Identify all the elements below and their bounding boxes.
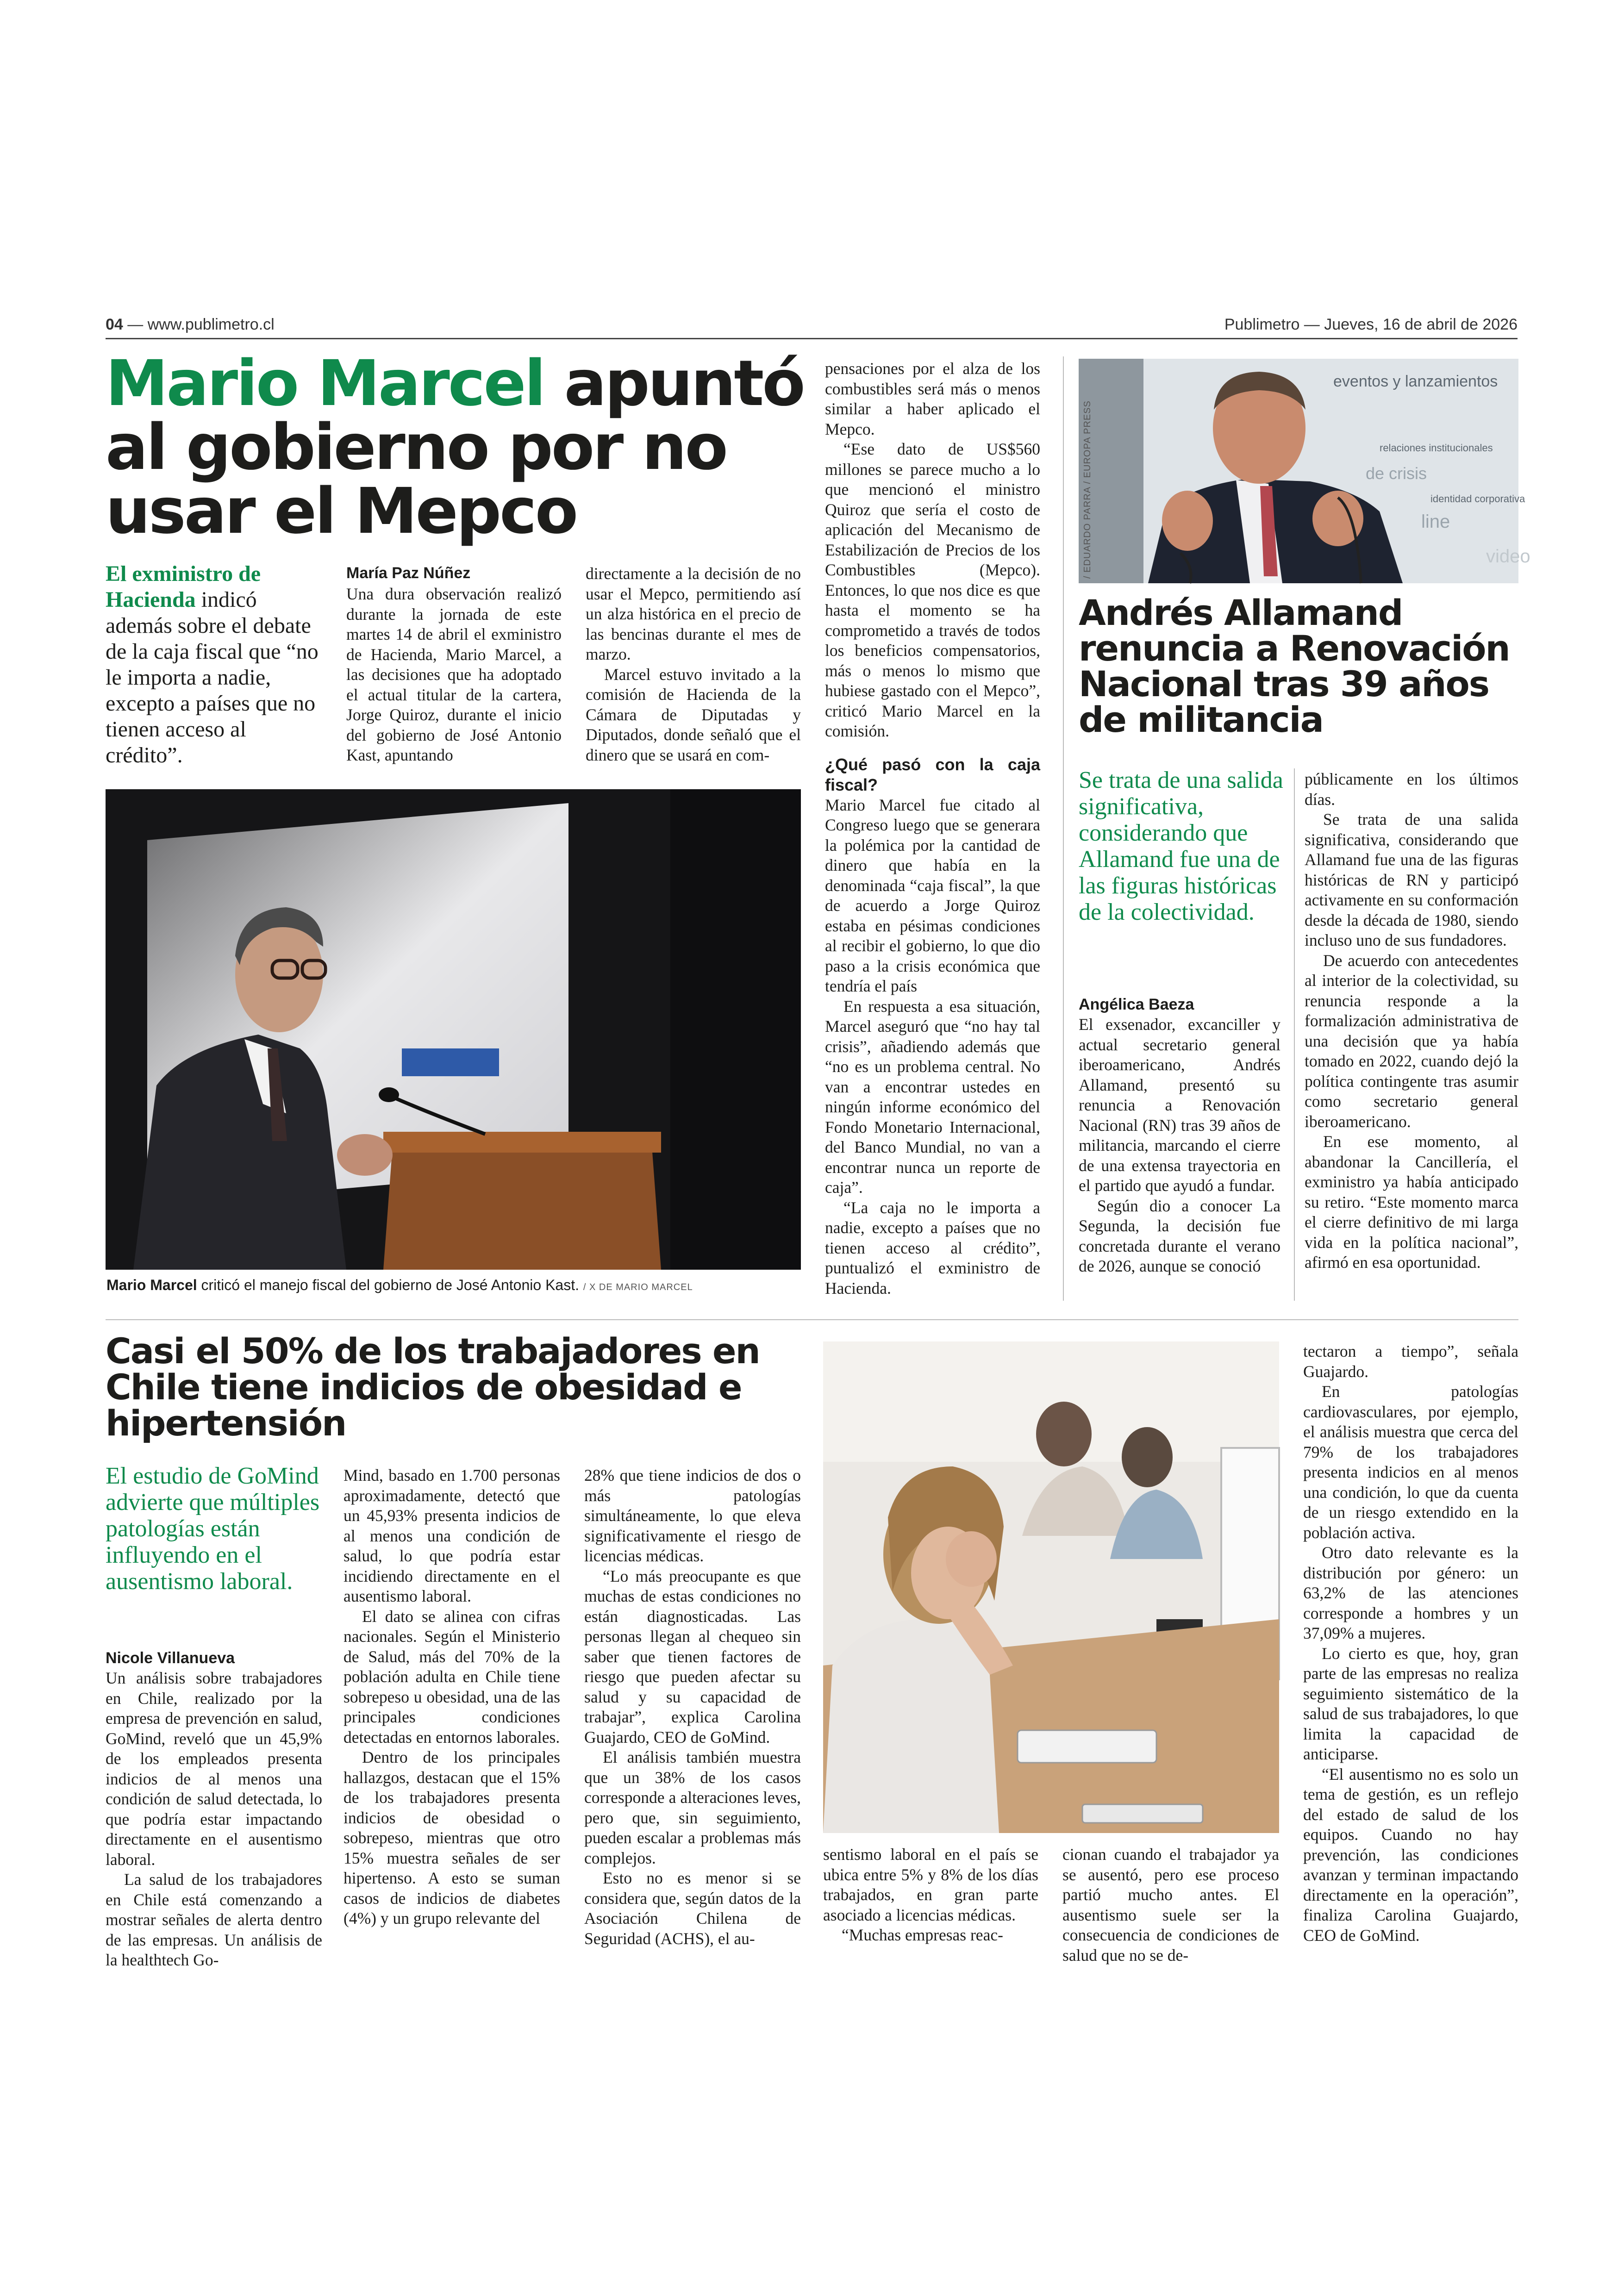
paragraph: De acuerdo con antecedentes al interior de la colectividad, su renuncia responde a la formalización administrativa de una decisión que ya había tomado en 2022, cuando dejó la política contingente tras asumir como secretario general iberoamericano. [1305,951,1518,1131]
bg-text: video [1486,546,1530,567]
allamand-photo-credit: / EDUARDO PARRA / EUROPA PRESS [1082,400,1093,579]
side-byline: Angélica Baeza [1079,996,1194,1013]
paragraph: Un análisis sobre trabajadores en Chile, realizado por la empresa de prevención en salud, GoMind, reveló que un 45,9% de los empleados presenta indicios de al menos una condición de salud detectada, lo que podría estar impactando directamente en el ausentismo laboral. [106,1669,322,1869]
paragraph: El análisis también muestra que un 38% de los casos corresponde a alteraciones leves, pero que, sin seguimiento, pueden escalar a problemas más complejos. [584,1748,801,1867]
bottom-col-4 [823,1845,1038,1946]
lead-col-3 [825,359,1040,1298]
bg-text: line [1421,511,1450,532]
deck-lead: El exministro de Hacienda [106,561,261,612]
paragraph: Lo cierto es que, hoy, gran parte de las empresas no realiza seguimiento sistemático de la salud de sus trabajadores, lo que limita la capacidad de anticiparse. [1303,1644,1518,1763]
bottom-col-1 [106,1668,322,1971]
paragraph: pensaciones por el alza de los combustibles será más o menos similar a haber aplicado el Mepco. [825,359,1040,438]
paragraph: En respuesta a esa situación, Marcel aseguró que “no hay tal crisis”, añadiendo además que “no es un problema central. No van a encontrar ustedes en ningún informe económico del Fondo Monetario Internacional, del Banco Mundial, no van a encontrar nunca un reporte de caja”. [825,997,1040,1197]
bg-text: relaciones institucionales [1380,442,1493,454]
paragraph: Mind, basado en 1.700 personas aproximadamente, detectó que un 45,93% presenta indicios de al menos una condición de salud, lo que podría estar incidiendo directamente en el ausentismo laboral. [344,1466,560,1605]
paragraph: El exsenador, excanciller y actual secretario general iberoamericano, Andrés Allamand, presentó su renuncia a Renovación Nacional (RN) tras 39 años de militancia, marcando el cierre de una extensa trayectoria en el partido que ayudó a fundar. [1079,1015,1280,1195]
bottom-deck: El estudio de GoMind advierte que múltiples patologías están influyendo en el ausentismo laboral. [106,1463,320,1595]
bottom-col-6 [1303,1341,1518,1946]
side-headline: Andrés Allamand renuncia a Renovación Nacional tras 39 años de militancia [1079,592,1510,740]
paragraph: En ese momento, al abandonar la Cancillería, el exministro ya había anticipado su retiro. “Este momento marca el cierre definitivo de mi larga vida en la política nacional”, afirmó en esa oportunidad. [1305,1132,1518,1272]
lead-headline [106,347,818,548]
allamand-photo [1079,359,1530,583]
paragraph: sentismo laboral en el país se ubica entre 5% y 8% de los días trabajados, en gran parte asociado a licencias médicas. [823,1845,1038,1924]
paragraph: “Ese dato de US$560 millones se parece mucho a lo que mencionó el ministro Quiroz que sería el costo de aplicación del Mecanismo de Estabilización de Precios de los Combustibles (Mepco). Entonces, lo que nos dice es que hasta el momento se ha comprometido a través de todos los beneficios compensatorios, más o menos lo mismo que hubiese gastado con el Mepco”, criticó Mario Marcel en la comisión. [825,440,1040,740]
bottom-col-3 [584,1466,801,1949]
side-col-2 [1305,769,1518,1273]
headline-name: Mario Marcel [106,347,544,420]
header-rule [106,338,1518,339]
site-url[interactable]: www.publimetro.cl [147,316,275,333]
paragraph: Según dio a conocer La Segunda, la decisión fue concretada durante el verano de 2026, aunque se conoció [1079,1196,1280,1275]
marcel-photo-caption [106,1277,693,1294]
paragraph: “La caja no le importa a nadie, excepto a países que no tienen acceso al crédito”, puntualizó el exministro de Hacienda. [825,1198,1040,1297]
paragraph: Esto no es menor si se considera que, según datos de la Asociación Chilena de Seguridad (ACHS), el au- [584,1869,801,1948]
paragraph: Una dura observación realizó durante la jornada de este martes 14 de abril el exministro de Hacienda, Mario Marcel, a las decisiones que ha adoptado el actual titular de la cartera, Jorge Quiroz, durante el inicio del gobierno de José Antonio Kast, apuntando [346,585,562,764]
paragraph: “Lo más preocupante es que muchas de estas condiciones no están diagnosticadas. Las personas llegan al chequeo sin saber que tienen factores de riesgo que pueden afectar su salud y su capacidad de trabajar”, explica Carolina Guajardo, CEO de GoMind. [584,1566,801,1746]
caption-text: criticó el manejo fiscal del gobierno de José Antonio Kast. [201,1277,579,1293]
caption-name: Mario Marcel [106,1277,197,1293]
office-photo-illustration [823,1341,1279,1833]
lead-deck [106,561,323,768]
paragraph: La salud de los trabajadores en Chile está comenzando a mostrar señales de alerta dentro de las empresas. Un análisis de la healthtech Go- [106,1870,322,1969]
paragraph: 28% que tiene indicios de dos o más patologías simultáneamente, lo que eleva significativamente el riesgo de licencias médicas. [584,1466,801,1565]
paragraph: Otro dato relevante es la distribución por género: un 63,2% de las atenciones corresponde a hombres y un 37,09% a mujeres. [1303,1543,1518,1642]
paragraph: cionan cuando el trabajador ya se ausentó, pero ese proceso partió mucho antes. El ausentismo suele ser la consecuencia de condiciones de salud que no se de- [1062,1845,1279,1964]
column-divider [1063,356,1064,1301]
paragraph: En patologías cardiovasculares, por ejemplo, el análisis muestra que cerca del 79% de los trabajadores presenta indicios en al menos una condición, lo que da cuenta de un riesgo extendido en la población activa. [1303,1382,1518,1542]
lead-byline: María Paz Núñez [346,564,471,582]
paragraph: públicamente en los últimos días. [1305,770,1518,809]
paragraph: El dato se alinea con cifras nacionales. Según el Ministerio de Salud, más del 70% de la población adulta en Chile tiene sobrepeso u obesidad, una de las principales condiciones detectadas en entornos laborales. [344,1607,560,1746]
paragraph: Marcel estuvo invitado a la comisión de Hacienda de la Cámara de Diputadas y Diputados, donde señaló que el dinero que se usará en com- [586,665,801,764]
bg-text: eventos y lanzamientos [1333,373,1498,390]
office-photo [823,1341,1279,1833]
paragraph: “Muchas empresas reac- [842,1926,1003,1944]
photo-credit: / X DE MARIO MARCEL [583,1282,693,1292]
paragraph: Dentro de los principales hallazgos, destacan que el 15% de los trabajadores presenta indicios de obesidad o sobrepeso, mientras que otro 15% muestra señales de ser hipertenso. A esto se suman casos de indicios de diabetes (4%) y un grupo relevante del [344,1748,560,1927]
bg-text: identidad corporativa [1430,493,1525,505]
paragraph: tectaron a tiempo”, señala Guajardo. [1303,1342,1518,1381]
headline-rest: apuntó al gobierno por no usar el Mepco [106,347,804,548]
paragraph: Mario Marcel fue citado al Congreso luego que se generara la polémica por la cantidad de dinero que había en la denominada “caja fiscal”, la que de acuerdo a Jorge Quiroz estaba en pésimas condiciones al recibir el gobierno, lo que dio paso a la crisis económica que tendría el país [825,795,1040,995]
bottom-headline: Casi el 50% de los trabajadores en Chile tiene indicios de obesidad e hipertensión [106,1330,760,1444]
paragraph: “El ausentismo no es solo un tema de gestión, es un reflejo del estado de salud de los equipos. Cuando no hay prevención, las condiciones avanzan y terminan impactando directamente en la operación”, finaliza Carolina Guajardo, CEO de GoMind. [1303,1765,1518,1945]
page-header-left: 04 — www.publimetro.cl [106,316,275,333]
deck-text: indicó además sobre el debate de la caja fiscal que “no le importa a nadie, excepto a países que no tienen acceso al crédito”. [106,587,319,767]
bottom-byline: Nicole Villanueva [106,1649,235,1667]
section-divider [106,1319,1518,1320]
paragraph: Se trata de una salida significativa, considerando que Allamand fue una de las figuras históricas de RN y participó activamente en su conformación desde la década de 1980, siendo incluso uno de sus fundadores. [1305,810,1518,949]
side-col-1 [1079,1015,1280,1277]
lead-col-1 [346,584,562,766]
bottom-col-2 [344,1466,560,1929]
page-number: 04 [106,316,123,333]
publication-date: Publimetro — Jueves, 16 de abril de 2026 [1224,316,1518,333]
column-divider [1294,768,1295,1301]
marcel-photo [106,789,801,1270]
lead-col-2 [586,564,801,765]
paragraph: directamente a la decisión de no usar el Mepco, permitiendo así un alza histórica en el precio de las bencinas durante el mes de marzo. [586,564,801,663]
subhead: ¿Qué pasó con la caja fiscal? [825,755,1040,794]
marcel-photo-illustration [106,789,801,1270]
bottom-col-5 [1062,1845,1279,1965]
bg-text: de crisis [1366,464,1427,483]
allamand-photo-illustration [1079,359,1530,583]
side-deck: Se trata de una salida significativa, considerando que Allamand fue una de las figuras históricas de la colectividad. [1079,767,1283,925]
